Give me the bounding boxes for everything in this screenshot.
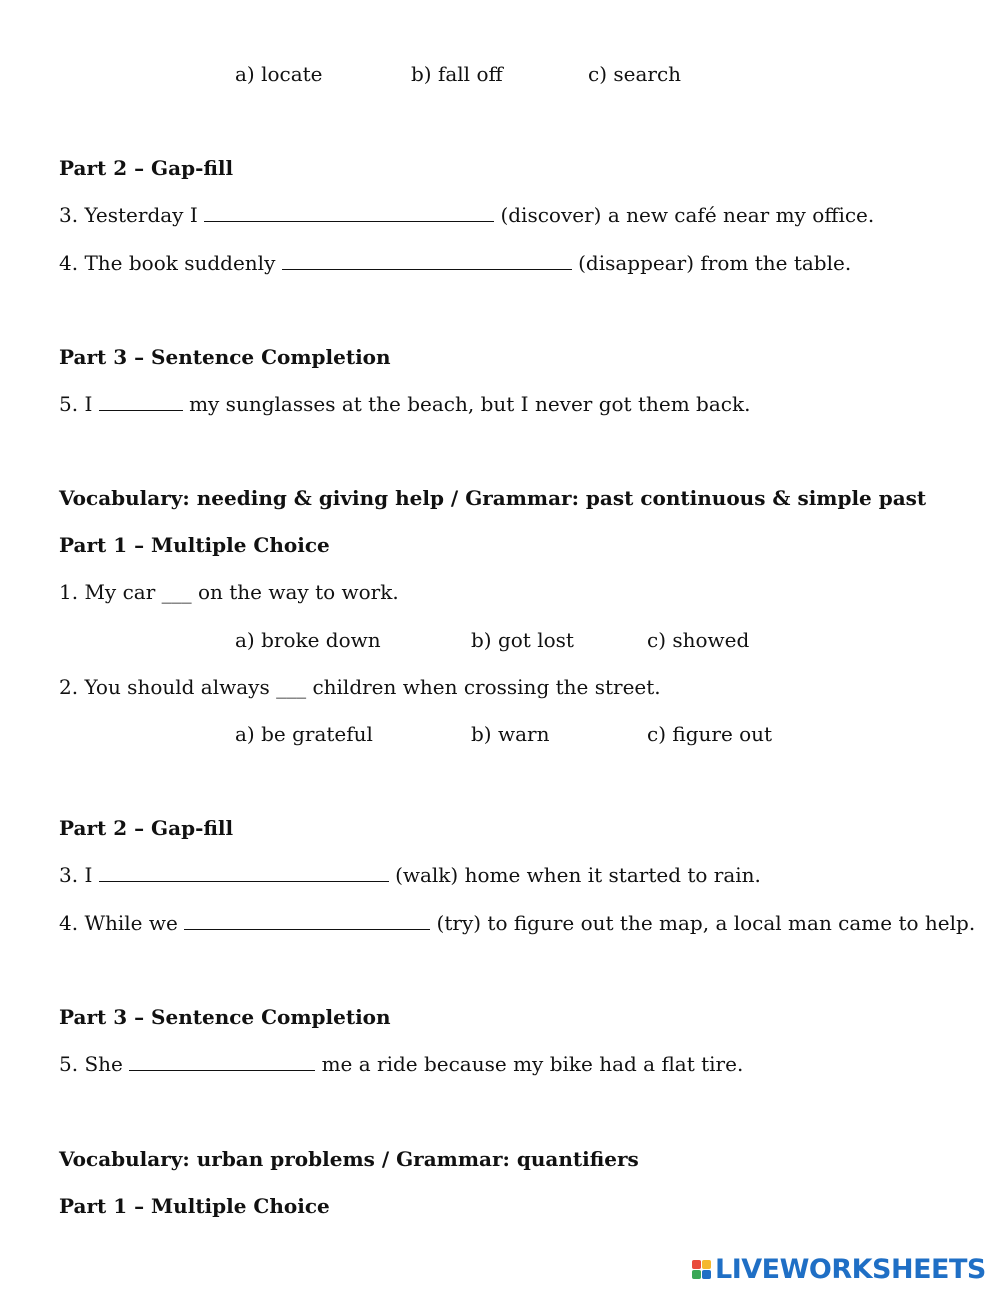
option-c: c) figure out bbox=[647, 722, 773, 746]
question-3 bbox=[59, 203, 874, 227]
question-3-before: 3. I bbox=[59, 863, 93, 887]
question-5-before: 5. She bbox=[59, 1052, 123, 1076]
section-heading: Vocabulary: needing & giving help / Grammar: past continuous & simple past bbox=[59, 486, 927, 510]
option-b: b) warn bbox=[471, 722, 550, 746]
question-4-after: (disappear) from the table. bbox=[578, 251, 852, 275]
option-a: a) broke down bbox=[235, 628, 381, 652]
question-3-after: (discover) a new café near my office. bbox=[500, 203, 875, 227]
part3-title: Part 3 – Sentence Completion bbox=[59, 345, 391, 369]
gap-blank[interactable] bbox=[129, 1052, 315, 1071]
logo-text: LIVEWORKSHEETS bbox=[715, 1253, 986, 1285]
option-a: a) locate bbox=[235, 62, 323, 86]
part2-title: Part 2 – Gap-fill bbox=[59, 156, 234, 180]
question-4-before: 4. The book suddenly bbox=[59, 251, 276, 275]
option-c: c) showed bbox=[647, 628, 750, 652]
logo-mark-icon bbox=[692, 1260, 711, 1279]
question-4-before: 4. While we bbox=[59, 911, 178, 935]
question-5 bbox=[59, 392, 750, 416]
option-a: a) be grateful bbox=[235, 722, 373, 746]
question-4-after: (try) to figure out the map, a local man came to help. bbox=[436, 911, 976, 935]
question-5-after: me a ride because my bike had a flat tire. bbox=[321, 1052, 744, 1076]
question-2: 2. You should always ___ children when crossing the street. bbox=[59, 675, 661, 699]
question-5-before: 5. I bbox=[59, 392, 93, 416]
gap-blank[interactable] bbox=[99, 392, 183, 411]
part3-title: Part 3 – Sentence Completion bbox=[59, 1005, 391, 1029]
question-3-before: 3. Yesterday I bbox=[59, 203, 198, 227]
question-5-after: my sunglasses at the beach, but I never got them back. bbox=[189, 392, 751, 416]
question-4 bbox=[59, 251, 851, 275]
gap-blank[interactable] bbox=[99, 863, 389, 882]
option-b: b) got lost bbox=[471, 628, 574, 652]
question-3 bbox=[59, 863, 761, 887]
question-3-after: (walk) home when it started to rain. bbox=[395, 863, 761, 887]
section-heading: Vocabulary: urban problems / Grammar: quantifiers bbox=[59, 1147, 639, 1171]
part2-title: Part 2 – Gap-fill bbox=[59, 816, 234, 840]
question-4 bbox=[59, 911, 975, 935]
part1-title: Part 1 – Multiple Choice bbox=[59, 1194, 330, 1218]
gap-blank[interactable] bbox=[282, 251, 572, 270]
question-1: 1. My car ___ on the way to work. bbox=[59, 580, 399, 604]
question-5 bbox=[59, 1052, 743, 1076]
gap-blank[interactable] bbox=[204, 203, 494, 222]
liveworksheets-logo bbox=[692, 1254, 986, 1284]
part1-title: Part 1 – Multiple Choice bbox=[59, 533, 330, 557]
gap-blank[interactable] bbox=[184, 911, 430, 930]
option-c: c) search bbox=[588, 62, 682, 86]
option-b: b) fall off bbox=[411, 62, 503, 86]
